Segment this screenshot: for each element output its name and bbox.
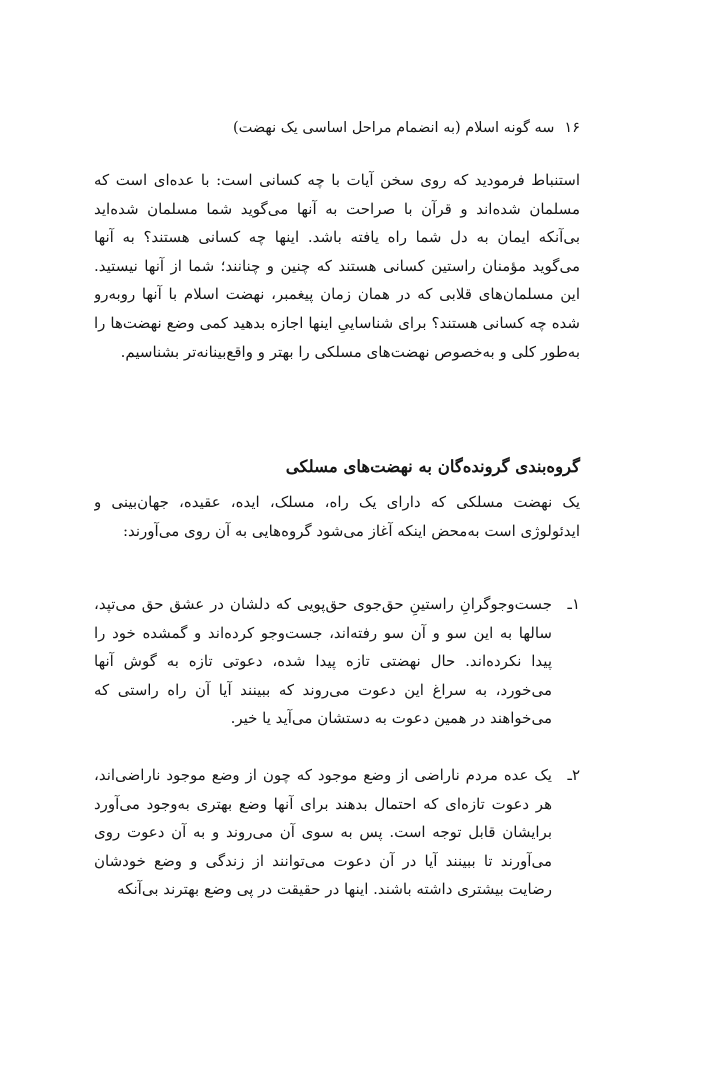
list-item-text: یک عده مردم ناراضی از وضع موجود که چون از وضع موجود ناراضی‌اند، هر دعوت تازه‌ای که احتمال بدهند برای آنها وضع بهتری به‌وجود می‌آورد برایشان قابل توجه است. پس به سوی آن می‌روند و به آن دعوت روی می‌آورند تا ببینند آیا در آن دعوت می‌توانند از زندگی و وضع خودشان رضایت بیشتری داشته باشند. اینها در حقیقت در پی وضع بهترند بی‌آنکه — [94, 766, 552, 899]
numbered-list — [94, 590, 580, 932]
list-item — [94, 761, 580, 932]
list-item — [94, 590, 580, 761]
body-paragraph-2: یک نهضت مسلکی که دارای یک راه، مسلک، ایده، عقیده، جهان‌بینی و ایدئولوژی است به‌محض اینکه آغاز می‌شود گروه‌هایی به آن روی می‌آورند: — [94, 493, 580, 540]
page-number: ۱۶ — [564, 120, 580, 136]
body-paragraph-1: استنباط فرمودید که روی سخن آیات با چه کسانی است: با عده‌ای است که مسلمان شده‌اند و قرآن با صراحت به آنها می‌گوید شما مسلمان شده‌اید بی‌آنکه ایمان به دل شما راه یافته باشد. اینها چه کسانی هستند؟ به آنها می‌گوید مؤمنان راستین کسانی هستند که چنین و چنانند؛ شما از آنها نیستید. این مسلمان‌های قلابی که در همان زمان پیغمبر، نهضت اسلام با آنها روبه‌رو شده چه کسانی هستند؟ برای شناساییِ اینها اجازه بدهید کمی وضع نهضت‌ها را به‌طور کلی و به‌خصوص نهضت‌های مسلکی را بهتر و واقع‌بینانه‌تر بشناسیم. — [94, 171, 580, 361]
running-head-title: سه گونه اسلام (به انضمام مراحل اساسی یک نهضت) — [232, 120, 555, 136]
running-head — [119, 117, 580, 139]
section-heading: گروه‌بندی گرونده‌گان به نهضت‌های مسلکی — [285, 457, 580, 476]
list-item-number: ۲ـ — [567, 766, 580, 784]
list-item-number: ۱ـ — [567, 595, 580, 613]
list-item-text: جست‌وجوگرانِ راستینِ حق‌جوی حق‌پویی که دلشان در عشق حق می‌تپد، سالها به این سو و آن سو رفته‌اند، جست‌وجو کرده‌اند و گمشده خود را پیدا نکرده‌اند. حال نهضتی تازه پیدا شده، دعوتی تازه به گوش آنها می‌خورد، به سراغ این دعوت می‌روند که ببینند آیا آن راه راستی که می‌خواهند در همین دعوت به دستشان می‌آید یا خیر. — [94, 595, 553, 728]
